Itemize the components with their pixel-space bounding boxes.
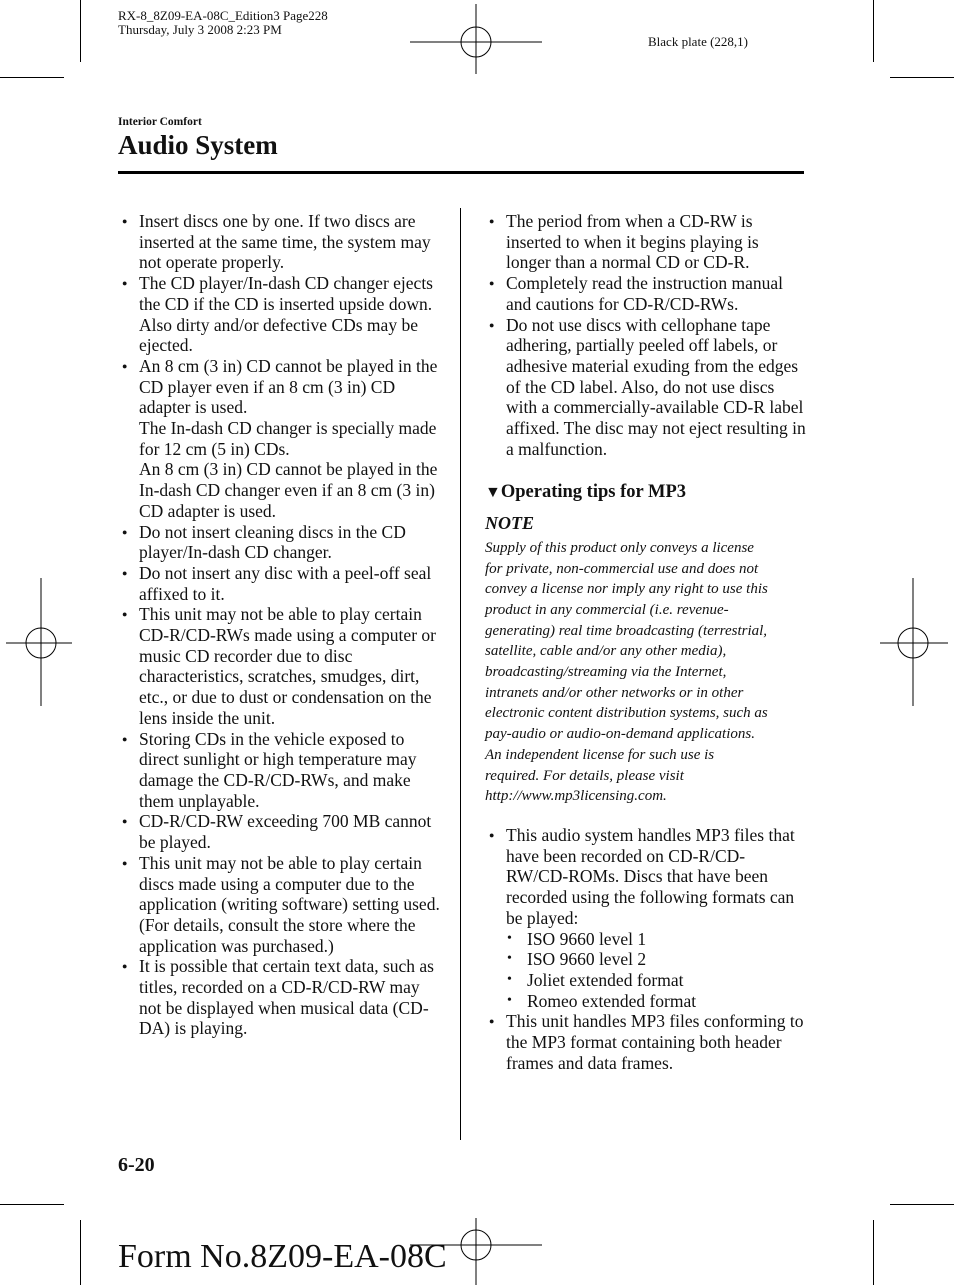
- note-line: satellite, cable and/or any other media),: [485, 643, 727, 660]
- page-number: 6-20: [118, 1154, 155, 1176]
- print-job-line: RX-8_8Z09-EA-08C_Edition3 Page228: [118, 8, 328, 23]
- plate-label: Black plate (228,1): [648, 34, 748, 49]
- registration-mark-left: [6, 578, 72, 706]
- format-item: • Romeo extended format: [506, 991, 807, 1012]
- crop-mark: [80, 1220, 81, 1285]
- note-line: for private, non-commercial use and does not: [485, 560, 759, 577]
- note-line: Supply of this product only conveys a license: [485, 539, 754, 556]
- column-divider: [460, 208, 461, 1140]
- section-label: Interior Comfort: [118, 116, 202, 128]
- note-line: product in any commercial (i.e. revenue-: [485, 601, 729, 618]
- note-line: electronic content distribution systems, such as: [485, 705, 768, 722]
- list-item: ● Do not insert cleaning discs in the CD player/In-dash CD changer.: [118, 522, 443, 563]
- note-title: NOTE: [485, 513, 534, 534]
- crop-mark: [80, 0, 81, 62]
- list-item: ● The CD player/In-dash CD changer ejects the CD if the CD is inserted upside down. Also dirty and/or defective CDs may be ejected.: [118, 273, 443, 356]
- mp3-heading-text: Operating tips for MP3: [500, 482, 686, 503]
- left-column: [118, 211, 443, 1039]
- list-item: ● Do not insert any disc with a peel-off seal affixed to it.: [118, 563, 443, 604]
- registration-mark-right: [880, 578, 948, 706]
- page-title: Audio System: [118, 130, 278, 160]
- list-item: ● The period from when a CD-RW is inserted to when it begins playing is longer than a normal CD or CD-R.: [485, 211, 807, 273]
- crop-mark: [873, 1220, 874, 1285]
- crop-mark: [890, 77, 954, 78]
- crop-mark: [0, 1204, 64, 1205]
- mp3-section-heading: [485, 482, 807, 504]
- crop-mark: [890, 1204, 954, 1205]
- list-item: ● This unit may not be able to play certain discs made using a computer due to the application (writing software) setting used. (For details, consult the store where the application was purchased.): [118, 853, 443, 957]
- note-line: An independent license for such use is: [485, 746, 715, 763]
- crop-mark: [0, 77, 64, 78]
- right-column: [485, 211, 807, 1073]
- list-item: ● Completely read the instruction manual and cautions for CD-R/CD-RWs.: [485, 273, 807, 314]
- triangle-down-icon: ▼: [485, 484, 501, 502]
- print-date-line: Thursday, July 3 2008 2:23 PM: [118, 22, 282, 37]
- title-rule: [118, 171, 804, 174]
- note-line: intranets and/or other networks or in other: [485, 684, 744, 701]
- list-item: ● This unit handles MP3 files conforming to the MP3 format containing both header frames and data frames.: [485, 1011, 807, 1073]
- note-body: [485, 538, 807, 807]
- list-item: ● Storing CDs in the vehicle exposed to direct sunlight or high temperature may damage the CD-R/CD-RWs, and make them unplayable.: [118, 729, 443, 812]
- list-item: ● It is possible that certain text data, such as titles, recorded on a CD-R/CD-RW may not be displayed when musical data (CD-DA) is playing.: [118, 956, 443, 1039]
- list-item: ● An 8 cm (3 in) CD cannot be played in the CD player even if an 8 cm (3 in) CD adapter is used. The In-dash CD changer is specially made for 12 cm (5 in) CDs. An 8 cm (3 in) CD cannot be played in the In-dash CD changer even if an 8 cm (3 in) CD adapter is used.: [118, 356, 443, 522]
- note-line: pay-audio or audio-on-demand applications.: [485, 726, 755, 743]
- form-number: Form No.8Z09-EA-08C: [118, 1238, 447, 1275]
- format-item: • ISO 9660 level 1: [506, 929, 807, 950]
- list-item: ● Insert discs one by one. If two discs are inserted at the same time, the system may not operate properly.: [118, 211, 443, 273]
- note-line: generating) real time broadcasting (terrestrial,: [485, 622, 768, 639]
- list-item: ● Do not use discs with cellophane tape adhering, partially peeled off labels, or adhesive material exuding from the edges of the CD label. Also, do not use discs with a commercially-available CD-R label affixed. The disc may not eject resulting in a malfunction.: [485, 315, 807, 460]
- list-item: ● This audio system handles MP3 files that have been recorded on CD-R/CD-RW/CD-ROMs. Discs that have been recorded using the following formats can be played: • ISO 9660 level 1 • ISO 9660 level 2 • Joliet extended format • Romeo extended format: [485, 825, 807, 1011]
- note-line: required. For details, please visit: [485, 767, 684, 784]
- list-item: ● CD-R/CD-RW exceeding 700 MB cannot be played.: [118, 811, 443, 852]
- list-item: ● This unit may not be able to play certain CD-R/CD-RWs made using a computer or music CD recorder due to disc characteristics, scratches, smudges, dirt, etc., or due to dust or condensation on the lens inside the unit.: [118, 604, 443, 728]
- format-item: • Joliet extended format: [506, 970, 807, 991]
- registration-mark-top: [410, 4, 542, 74]
- note-line: broadcasting/streaming via the Internet,: [485, 664, 727, 681]
- format-list: [506, 929, 807, 1012]
- format-item: • ISO 9660 level 2: [506, 949, 807, 970]
- note-line: http://www.mp3licensing.com.: [485, 788, 667, 805]
- crop-mark: [873, 0, 874, 62]
- note-line: convey a license nor imply any right to use this: [485, 581, 768, 598]
